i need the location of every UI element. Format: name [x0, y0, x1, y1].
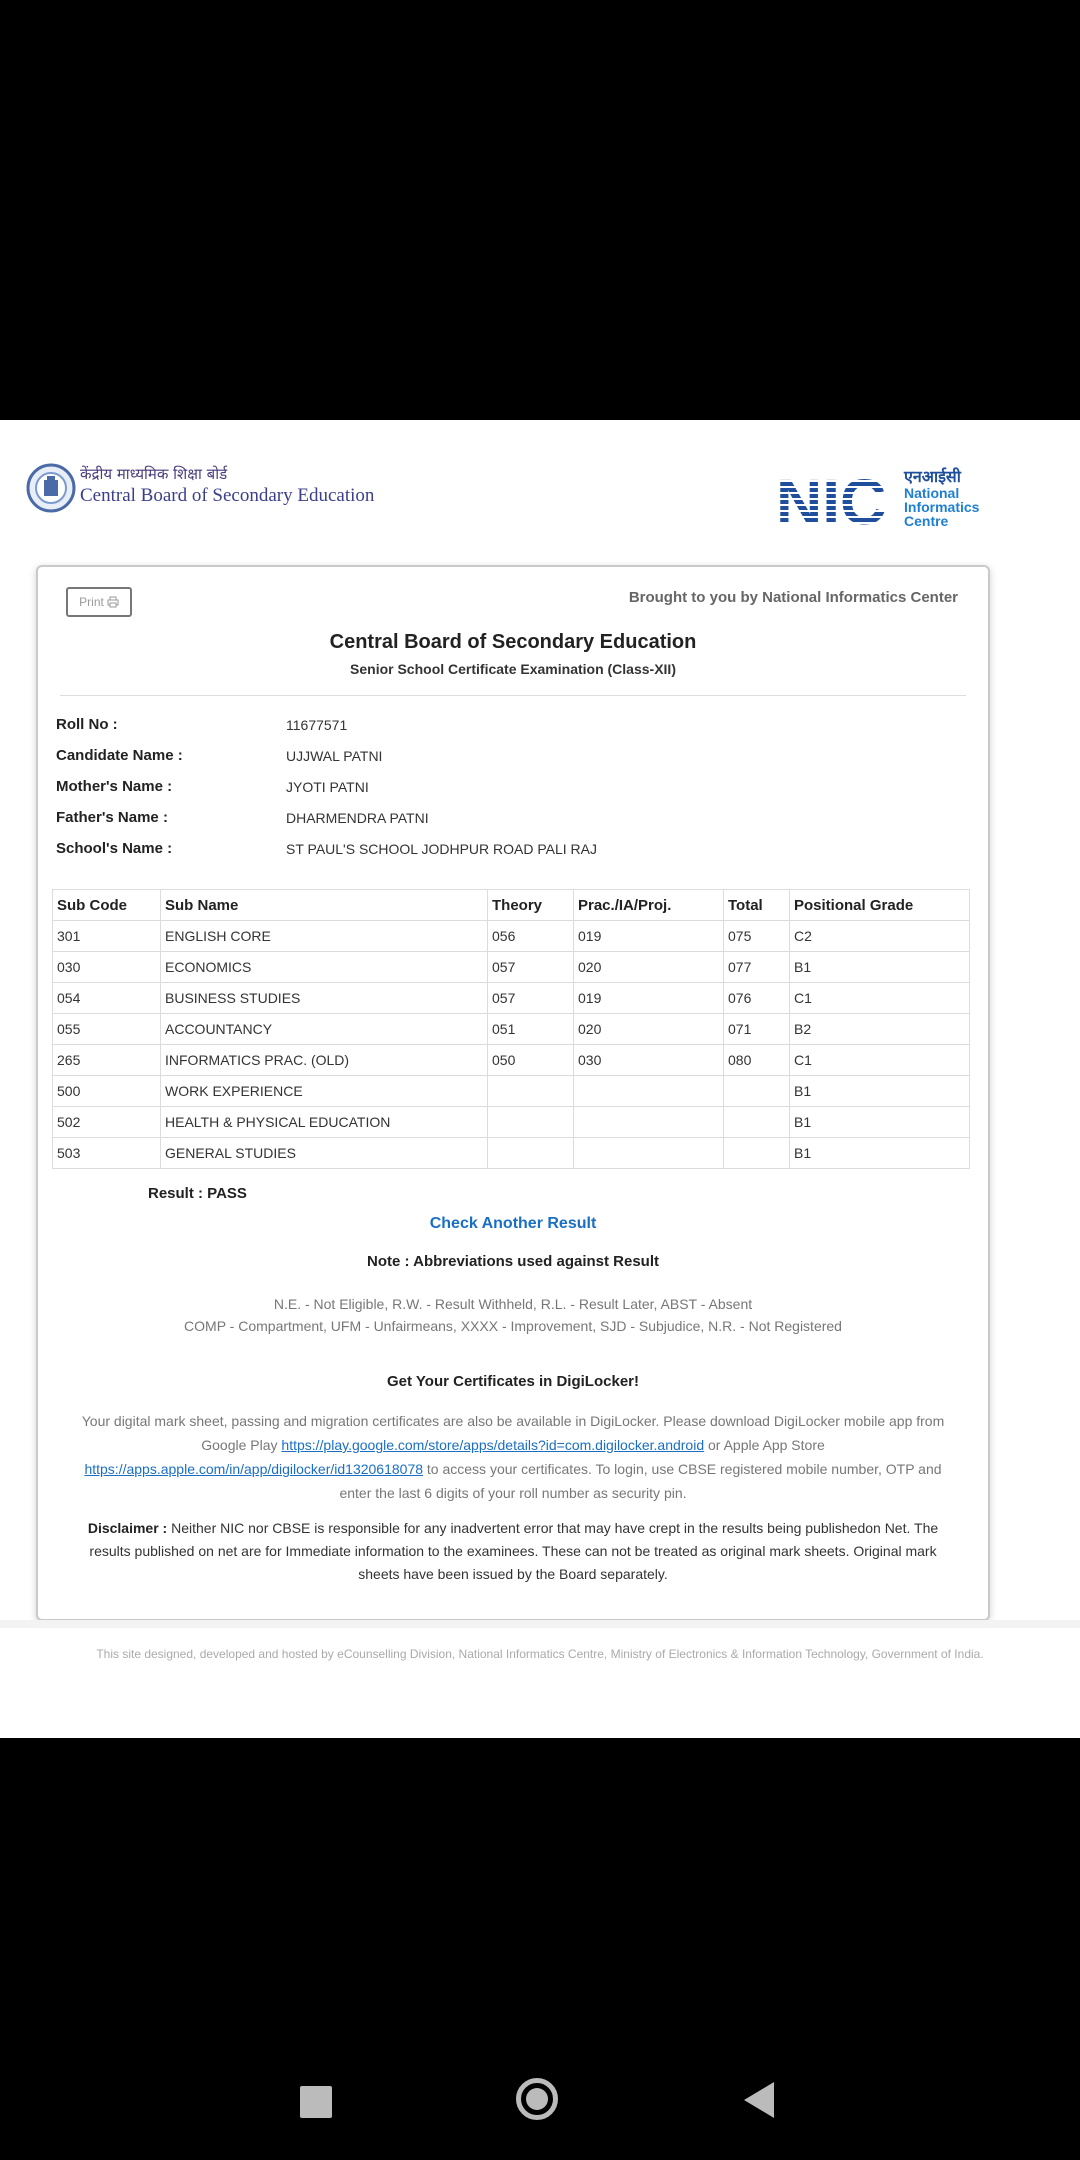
info-row-candidate [56, 740, 597, 771]
digilocker-text-3: to access your certificates. To login, use CBSE registered mobile number, OTP and enter the last 6 digits of your roll number as security pin. [339, 1461, 942, 1501]
brought-by-text: Brought to you by National Informatics Center [628, 589, 958, 606]
table-cell [574, 1107, 724, 1138]
table-row [53, 1076, 970, 1107]
cbse-emblem-icon [26, 460, 76, 516]
table-cell: B1 [790, 1107, 970, 1138]
nic-line-2: Informatics [904, 499, 980, 515]
nic-line-3: Centre [904, 513, 949, 529]
cbse-title-hindi: केंद्रीय माध्यमिक शिक्षा बोर्ड [80, 465, 228, 483]
table-cell: 056 [488, 921, 574, 952]
table-cell: 503 [53, 1138, 161, 1169]
table-cell: 030 [574, 1045, 724, 1076]
table-cell: 020 [574, 1014, 724, 1045]
table-row [53, 921, 970, 952]
table-cell [724, 1107, 790, 1138]
info-row-roll [56, 709, 597, 740]
table-cell: 020 [574, 952, 724, 983]
apple-app-store-link[interactable]: https://apps.apple.com/in/app/digilocker/id1320618078 [84, 1461, 424, 1477]
abbreviations-line-1: N.E. - Not Eligible, R.W. - Result Withheld, R.L. - Result Later, ABST - Absent [273, 1296, 753, 1312]
table-row [53, 1045, 970, 1076]
footer-band [0, 1620, 1080, 1628]
table-cell: 054 [53, 983, 161, 1014]
info-value: 11677571 [286, 716, 348, 733]
table-cell: C1 [790, 1045, 970, 1076]
column-header: Positional Grade [790, 890, 970, 921]
nic-logo-text: NIC [776, 470, 887, 530]
table-cell: 301 [53, 921, 161, 952]
cbse-title-english: Central Board of Secondary Education [80, 485, 375, 506]
table-row [53, 1107, 970, 1138]
table-cell [724, 1076, 790, 1107]
info-label: Father's Name : [56, 809, 168, 826]
table-cell: 050 [488, 1045, 574, 1076]
check-another-result-link[interactable]: Check Another Result [429, 1215, 597, 1232]
result-card [36, 565, 990, 1621]
table-cell [488, 1107, 574, 1138]
google-play-link[interactable]: https://play.google.com/store/apps/details?id=com.digilocker.android [281, 1437, 705, 1453]
info-value: JYOTI PATNI [286, 778, 369, 795]
back-button-icon[interactable] [744, 2082, 774, 2118]
card-title: Central Board of Secondary Education [329, 631, 697, 653]
digilocker-text-2: or Apple App Store [704, 1437, 825, 1453]
info-value: DHARMENDRA PATNI [286, 809, 429, 826]
note-title: Note : Abbreviations used against Result [367, 1253, 659, 1270]
print-label: Print [79, 595, 104, 609]
disclaimer-label: Disclaimer : [87, 1520, 168, 1536]
table-cell: B1 [790, 1138, 970, 1169]
cbse-title [80, 464, 374, 508]
table-cell [724, 1138, 790, 1169]
info-label: Mother's Name : [56, 778, 173, 795]
disclaimer [68, 1517, 958, 1586]
abbreviations-line-2: COMP - Compartment, UFM - Unfairmeans, XXXX - Improvement, SJD - Subjudice, N.R. - Not Registered [184, 1318, 842, 1334]
table-cell: 502 [53, 1107, 161, 1138]
digilocker-text [68, 1409, 958, 1505]
table-cell: 019 [574, 983, 724, 1014]
column-header: Total [724, 890, 790, 921]
nic-logo-icon [776, 470, 904, 530]
digilocker-text-1: Your digital mark sheet, passing and migration certificates are also be available in DigiLocker. Please download DigiLocker mobile app from Google Play [81, 1413, 945, 1453]
table-cell: WORK EXPERIENCE [161, 1076, 488, 1107]
home-button-icon[interactable] [516, 2078, 558, 2120]
table-cell: B1 [790, 1076, 970, 1107]
info-row-school [56, 833, 597, 864]
card-subtitle: Senior School Certificate Examination (Class-XII) [350, 661, 676, 677]
nic-wordmark [904, 468, 979, 528]
print-button[interactable] [66, 587, 132, 617]
table-cell: 265 [53, 1045, 161, 1076]
column-header: Sub Code [53, 890, 161, 921]
table-cell: 057 [488, 983, 574, 1014]
table-header-row [53, 890, 970, 921]
table-cell: 500 [53, 1076, 161, 1107]
table-cell: HEALTH & PHYSICAL EDUCATION [161, 1107, 488, 1138]
info-row-mother [56, 771, 597, 802]
table-row [53, 1014, 970, 1045]
info-row-father [56, 802, 597, 833]
table-cell: ECONOMICS [161, 952, 488, 983]
table-cell: 080 [724, 1045, 790, 1076]
digilocker-title: Get Your Certificates in DigiLocker! [386, 1373, 639, 1390]
table-cell: C2 [790, 921, 970, 952]
table-cell: 057 [488, 952, 574, 983]
table-cell: 077 [724, 952, 790, 983]
table-cell: 075 [724, 921, 790, 952]
table-cell: 051 [488, 1014, 574, 1045]
disclaimer-text: Neither NIC nor CBSE is responsible for any inadvertent error that may have crept in the results being publishedon Net. The results published on net are for Immediate information to the examinees. These can not be treated as original mark sheets. Original mark sheets have been issued by the Board separately. [89, 1520, 939, 1582]
table-cell: INFORMATICS PRAC. (OLD) [161, 1045, 488, 1076]
site-footer: This site designed, developed and hosted by eCounselling Division, National Informatics Centre, Ministry of Electronics & Information Technology, Government of India. [96, 1647, 984, 1661]
result-status: Result : PASS [148, 1185, 247, 1202]
recents-button-icon[interactable] [300, 2086, 332, 2118]
table-cell [574, 1138, 724, 1169]
table-cell: GENERAL STUDIES [161, 1138, 488, 1169]
nic-line-1: National [904, 485, 960, 501]
table-cell: ENGLISH CORE [161, 921, 488, 952]
table-cell: ACCOUNTANCY [161, 1014, 488, 1045]
abbreviations [38, 1293, 988, 1337]
table-cell: 071 [724, 1014, 790, 1045]
info-label: Roll No : [56, 716, 118, 733]
candidate-info [56, 709, 597, 864]
column-header: Theory [488, 890, 574, 921]
table-cell: 076 [724, 983, 790, 1014]
table-cell [574, 1076, 724, 1107]
result-page [0, 420, 1080, 1738]
printer-icon [107, 596, 119, 608]
nic-hindi: एनआईसी [904, 467, 961, 486]
marks-table [52, 889, 970, 1169]
table-cell [488, 1076, 574, 1107]
table-row [53, 983, 970, 1014]
table-cell: C1 [790, 983, 970, 1014]
info-label: Candidate Name : [56, 747, 183, 764]
column-header: Sub Name [161, 890, 488, 921]
android-nav-bar [0, 2040, 1080, 2160]
info-label: School's Name : [56, 840, 173, 857]
column-header: Prac./IA/Proj. [574, 890, 724, 921]
divider [60, 695, 966, 696]
table-cell: 030 [53, 952, 161, 983]
table-cell: B2 [790, 1014, 970, 1045]
table-cell: 055 [53, 1014, 161, 1045]
table-cell [488, 1138, 574, 1169]
table-cell: 019 [574, 921, 724, 952]
table-cell: B1 [790, 952, 970, 983]
info-value: ST PAUL'S SCHOOL JODHPUR ROAD PALI RAJ [286, 840, 598, 857]
table-row [53, 952, 970, 983]
marks-body [53, 921, 970, 1169]
table-cell: BUSINESS STUDIES [161, 983, 488, 1014]
table-row [53, 1138, 970, 1169]
info-value: UJJWAL PATNI [286, 747, 383, 764]
